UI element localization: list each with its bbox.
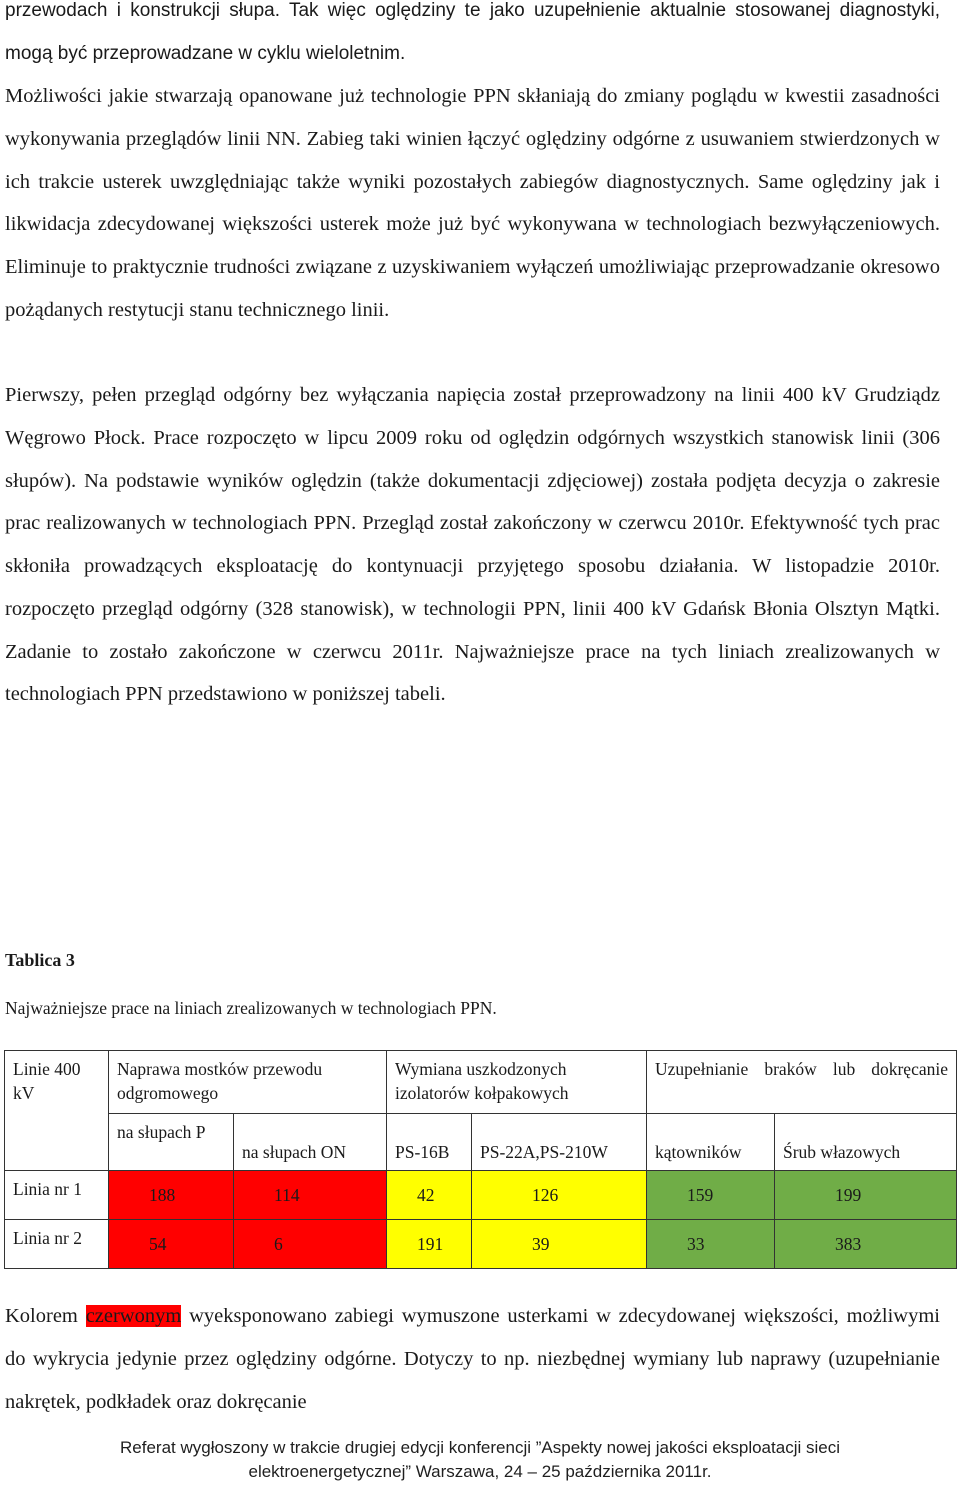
sub-header: kątowników [647, 1114, 775, 1171]
table-caption-title: Tablica 3 [5, 950, 75, 970]
paragraph-2 [5, 75, 940, 332]
table-cell: 126 [472, 1171, 647, 1220]
table-cell: 191 [387, 1220, 472, 1269]
header-group-supplements: Uzupełnianie braków lub dokręcanie [647, 1051, 957, 1114]
paragraph-3-text: Zabieg taki winien łączyć oględziny odgórne z usuwaniem stwierdzonych w ich trakcie usterek uwzględniając także wyniki pozostałych zabiegów diagnostycznych. Same oględziny jak i likwidacja zdecydowanej większości usterek może już być wykonywana w technologiach bezwyłączeniowych. Eliminuje to praktycznie trudności związane z uzyskiwaniem wyłączeń umożliwiając przeprowadzanie okresowo pożądanych restytucji stanu technicznego linii. [5, 127, 940, 321]
table-cell: 33 [647, 1220, 775, 1269]
sub-header: na słupach P [109, 1114, 234, 1171]
sub-header: Śrub włazowych [775, 1114, 957, 1171]
table-cell: 114 [234, 1171, 387, 1220]
row-label: Linia nr 2 [5, 1220, 109, 1269]
table-cell: 383 [775, 1220, 957, 1269]
table-cell: 39 [472, 1220, 647, 1269]
table-header-row [5, 1051, 957, 1114]
footer-line-2: elektroenergetycznej” Warszawa, 24 – 25 października 2011r. [248, 1462, 712, 1481]
footer-line-1: Referat wygłoszony w trakcie drugiej edycji konferencji ”Aspekty nowej jakości eksploatacji sieci [120, 1438, 840, 1457]
table-cell: 159 [647, 1171, 775, 1220]
paragraph-after-table [5, 1295, 940, 1423]
table-cell: 199 [775, 1171, 957, 1220]
red-highlight-word: czerwonym [85, 1305, 182, 1327]
table-cell: 42 [387, 1171, 472, 1220]
sub-header: na słupach ON [234, 1114, 387, 1171]
header-group-insulators: Wymiana uszkodzonych izolatorów kołpakowych [387, 1051, 647, 1114]
works-table [4, 1050, 957, 1269]
table-subheader-row [5, 1114, 957, 1171]
table-cell: 6 [234, 1220, 387, 1269]
header-lines: Linie 400 kV [5, 1051, 109, 1171]
table-row [5, 1220, 957, 1269]
sub-header: PS-22A,PS-210W [472, 1114, 647, 1171]
after-text-post: wyeksponowano zabiegi wymuszone usterkami w zdecydowanej większości, możliwymi do wykrycia jedynie przez oględziny odgórne. Dotyczy to np. niezbędnej wymiany lub naprawy (uzupełnianie nakrętek, podkładek oraz dokręcanie [5, 1305, 940, 1413]
table-caption-subtitle: Najważniejsze prace na liniach zrealizowanych w technologiach PPN. [5, 998, 497, 1018]
header-group-bridges: Naprawa mostków przewodu odgromowego [109, 1051, 387, 1114]
page-footer [0, 1436, 960, 1484]
table-cell: 54 [109, 1220, 234, 1269]
paragraph-2-text: Możliwości jakie stwarzają opanowane już technologie PPN skłaniają do zmiany poglądu w kwestii zasadności wykonywania przeglądów linii NN. [5, 85, 940, 150]
sub-header: PS-16B [387, 1114, 472, 1171]
table-row [5, 1171, 957, 1220]
table-cell: 188 [109, 1171, 234, 1220]
paragraph-1: przewodach i konstrukcji słupa. Tak więc oględziny te jako uzupełnienie aktualnie stosowanej diagnostyki, mogą być przeprowadzane w cyklu wieloletnim. [5, 0, 940, 64]
paragraph-4: Pierwszy, pełen przegląd odgórny bez wyłączania napięcia został przeprowadzony na linii 400 kV Grudziądz Węgrowo Płock. Prace rozpoczęto w lipcu 2009 roku od oględzin odgórnych wszystkich stanowisk linii (306 słupów). Na podstawie wyników oględzin (także dokumentacji zdjęciowej) została podjęta decyzja o zakresie prac realizowanych w technologiach PPN. Przegląd został zakończony w czerwcu 2010r. Efektywność tych prac skłoniła prowadzących eksploatację do kontynuacji przyjętego sposobu działania. W listopadzie 2010r. rozpoczęto przegląd odgórny (328 stanowisk), w technologii PPN, linii 400 kV Gdańsk Błonia Olsztyn Mątki. Zadanie to zostało zakończone w czerwcu 2011r. Najważniejsze prace na tych liniach zrealizowanych w technologiach PPN przedstawiono w poniższej tabeli. [5, 384, 940, 706]
row-label: Linia nr 1 [5, 1171, 109, 1220]
after-text-pre: Kolorem [5, 1305, 86, 1327]
